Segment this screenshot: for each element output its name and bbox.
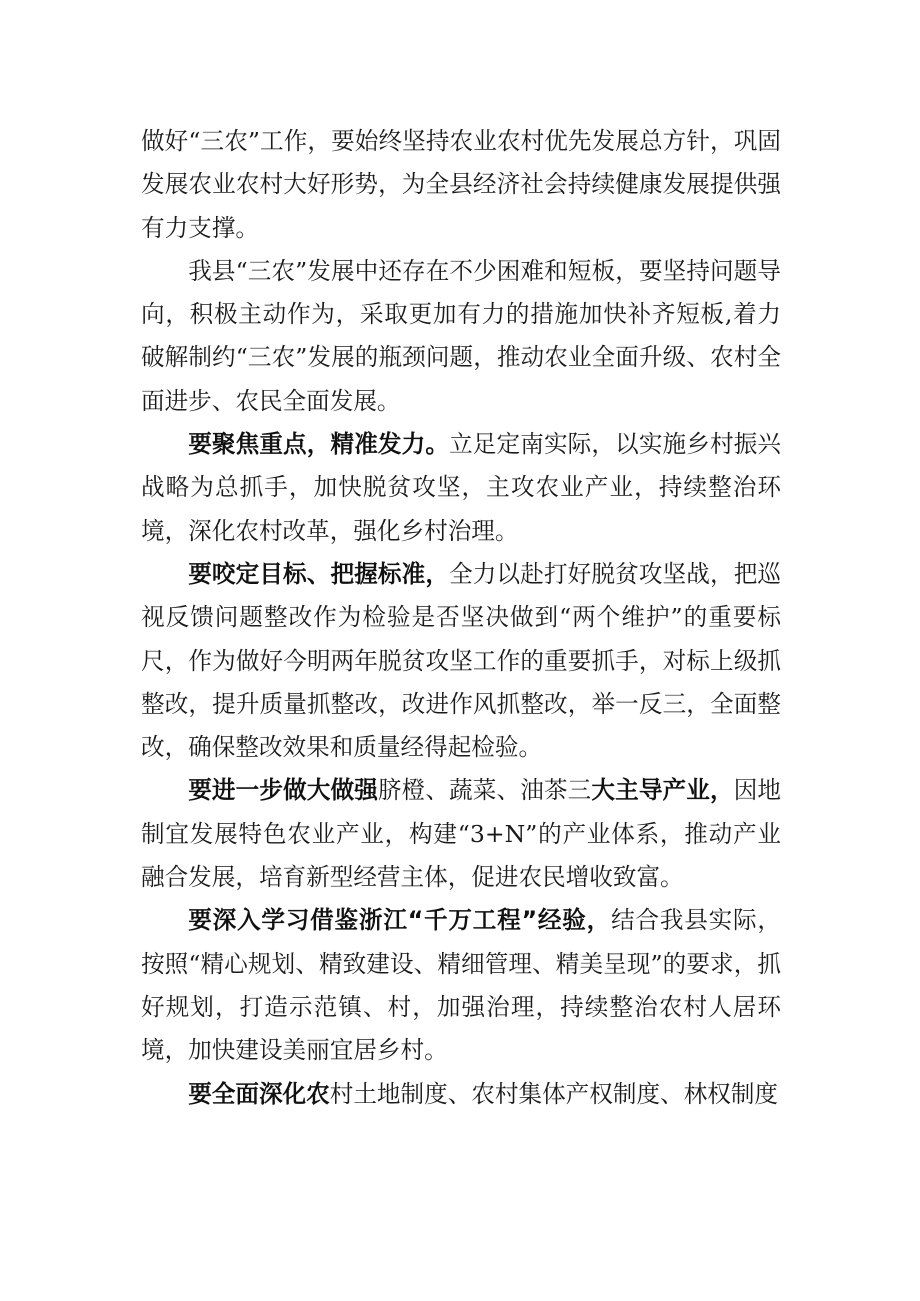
paragraph-4 [141, 553, 781, 769]
paragraph-4-lead: 要咬定目标、把握标准， [188, 559, 450, 588]
paragraph-2-text: 我县“三农”发展中还存在不少困难和短板，要坚持问题导向，积极主动作为，采取更加有力的措施加快补齐短板,着力破解制约“三农”发展的瓶颈问题，推动农业全面升级、农村全面进步、农民全面发展。 [141, 256, 781, 415]
paragraph-7 [141, 1073, 781, 1116]
paragraph-7-lead: 要全面深化农 [188, 1079, 330, 1108]
paragraph-3 [141, 423, 781, 553]
paragraph-5-lead-2: 大主导产业， [591, 776, 734, 805]
paragraph-3-lead: 要聚焦重点，精准发力。 [188, 430, 450, 459]
paragraph-7-text: 村土地制度、农村集体产权制度、林权制度 [329, 1079, 779, 1108]
paragraph-5-text-2: 因地制宜发展特色农业产业，构建“3+N”的产业体系，推动产业融合发展，培育新型经营主体，促进农民增收致富。 [141, 776, 782, 892]
paragraph-6-text: 结合我县实际，按照“精心规划、精致建设、精细管理、精美呈现”的要求，抓好规划，打造示范镇、村，加强治理，持续整治农村人居环境，加快建设美丽宜居乡村。 [141, 906, 782, 1065]
paragraph-1 [141, 120, 781, 250]
paragraph-4-text: 全力以赴打好脱贫攻坚战，把巡视反馈问题整改作为检验是否坚决做到“两个维护”的重要标尺，作为做好今明两年脱贫攻坚工作的重要抓手，对标上级抓整改，提升质量抓整改，改进作风抓整改，举一反三，全面整改，确保整改效果和质量经得起检验。 [141, 559, 782, 762]
document-body [141, 120, 781, 1116]
paragraph-6 [141, 899, 781, 1072]
paragraph-3-text: 立足定南实际，以实施乡村振兴战略为总抓手，加快脱贫攻坚，主攻农业产业，持续整治环境，深化农村改革，强化乡村治理。 [141, 430, 782, 545]
paragraph-5-lead: 要进一步做大做强 [188, 776, 378, 805]
paragraph-6-lead: 要深入学习借鉴浙江“千万工程”经验， [188, 906, 612, 935]
paragraph-1-text: 做好“三农”工作，要始终坚持农业农村优先发展总方针，巩固发展农业农村大好形势，为全县经济社会持续健康发展提供强有力支撑。 [141, 127, 781, 242]
paragraph-5-text: 脐橙、蔬菜、油茶三 [377, 776, 592, 805]
paragraph-2 [141, 250, 781, 423]
paragraph-5 [141, 769, 781, 899]
